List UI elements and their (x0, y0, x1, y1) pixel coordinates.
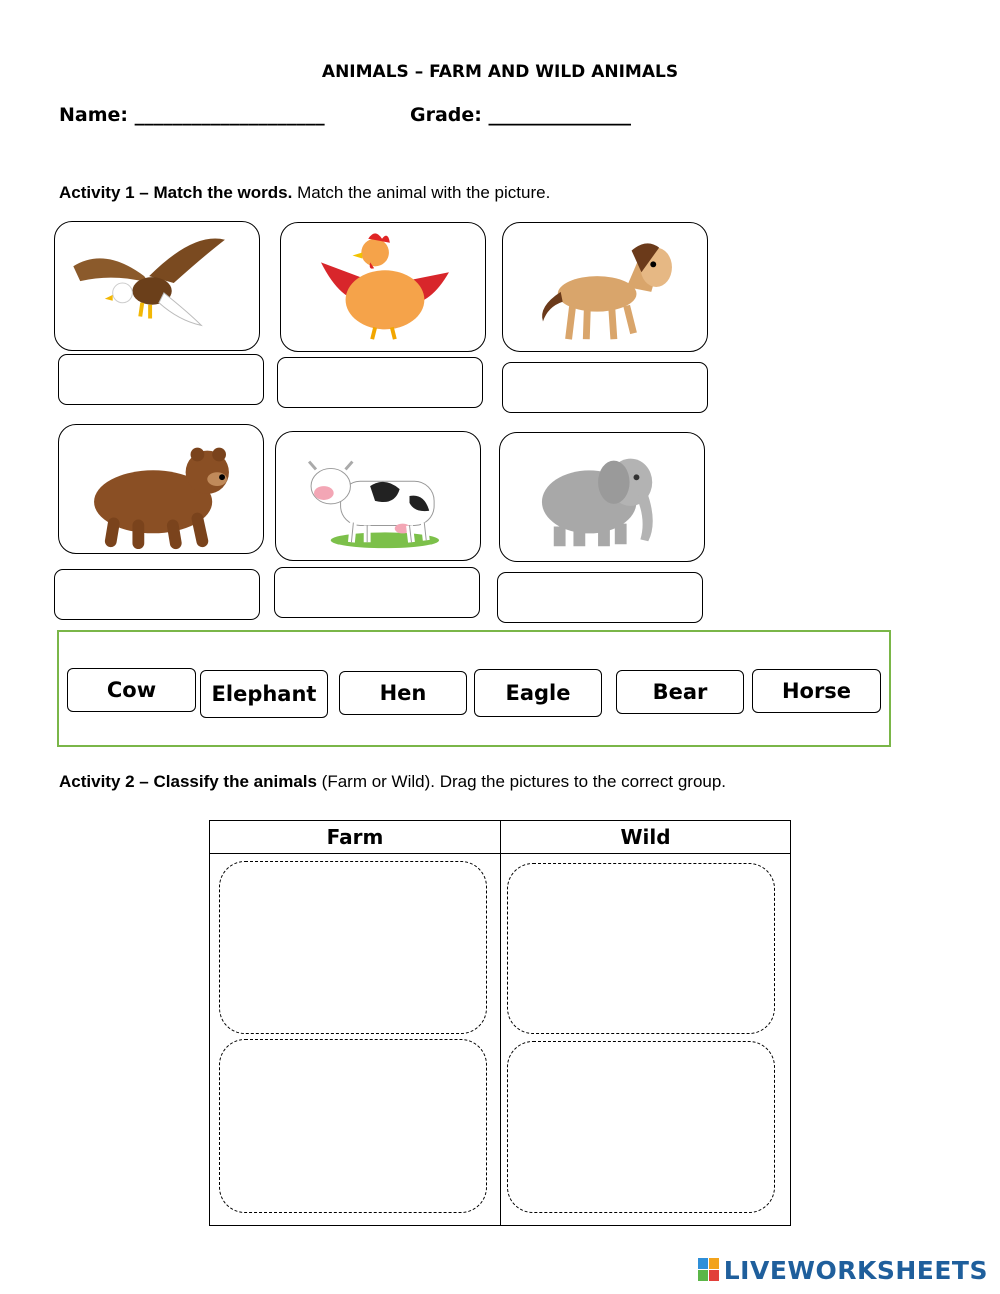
picture-card-bear (58, 424, 264, 554)
answer-box-eagle[interactable] (58, 354, 264, 405)
picture-card-hen (280, 222, 486, 352)
name-field[interactable]: Name: ____________________ (59, 104, 325, 126)
word-chip-eagle[interactable]: Eagle (474, 669, 602, 717)
column-divider (500, 821, 501, 1225)
classify-table (209, 820, 791, 1226)
answer-box-horse[interactable] (502, 362, 708, 413)
word-chip-elephant[interactable]: Elephant (200, 670, 328, 718)
picture-card-eagle (54, 221, 260, 351)
answer-box-elephant[interactable] (497, 572, 703, 623)
activity2-heading-text: (Farm or Wild). Drag the pictures to the correct group. (316, 772, 727, 791)
drop-zone-wild-1[interactable] (507, 863, 775, 1034)
logo-text: LIVEWORKSHEETS (723, 1255, 988, 1285)
picture-card-horse (502, 222, 708, 352)
drop-zone-farm-1[interactable] (219, 861, 487, 1034)
activity2-heading (59, 772, 726, 792)
column-header-farm: Farm (210, 821, 500, 854)
bear-icon (59, 425, 263, 553)
eagle-icon (55, 222, 259, 350)
activity1-heading-bold: Activity 1 – Match the words. (59, 183, 293, 202)
grade-field[interactable]: Grade: _______________ (410, 104, 631, 126)
word-chip-hen[interactable]: Hen (339, 671, 467, 715)
cow-icon (276, 432, 480, 560)
activity1-heading (59, 183, 550, 203)
answer-box-hen[interactable] (277, 357, 483, 408)
word-chip-cow[interactable]: Cow (67, 668, 196, 712)
horse-icon (503, 223, 707, 351)
drop-zone-wild-2[interactable] (507, 1041, 775, 1213)
elephant-icon (500, 433, 704, 561)
drop-zone-farm-2[interactable] (219, 1039, 487, 1213)
activity2-heading-bold: Activity 2 – Classify the animals (59, 772, 317, 791)
answer-box-bear[interactable] (54, 569, 260, 620)
column-header-wild: Wild (501, 821, 790, 854)
word-chip-bear[interactable]: Bear (616, 670, 744, 714)
liveworksheets-logo (698, 1255, 988, 1285)
logo-blocks-icon (698, 1258, 720, 1282)
answer-box-cow[interactable] (274, 567, 480, 618)
worksheet-title: ANIMALS – FARM AND WILD ANIMALS (321, 62, 679, 82)
word-chip-horse[interactable]: Horse (752, 669, 881, 713)
activity1-heading-text: Match the animal with the picture. (292, 183, 551, 202)
picture-card-cow (275, 431, 481, 561)
picture-card-elephant (499, 432, 705, 562)
hen-icon (281, 223, 485, 351)
